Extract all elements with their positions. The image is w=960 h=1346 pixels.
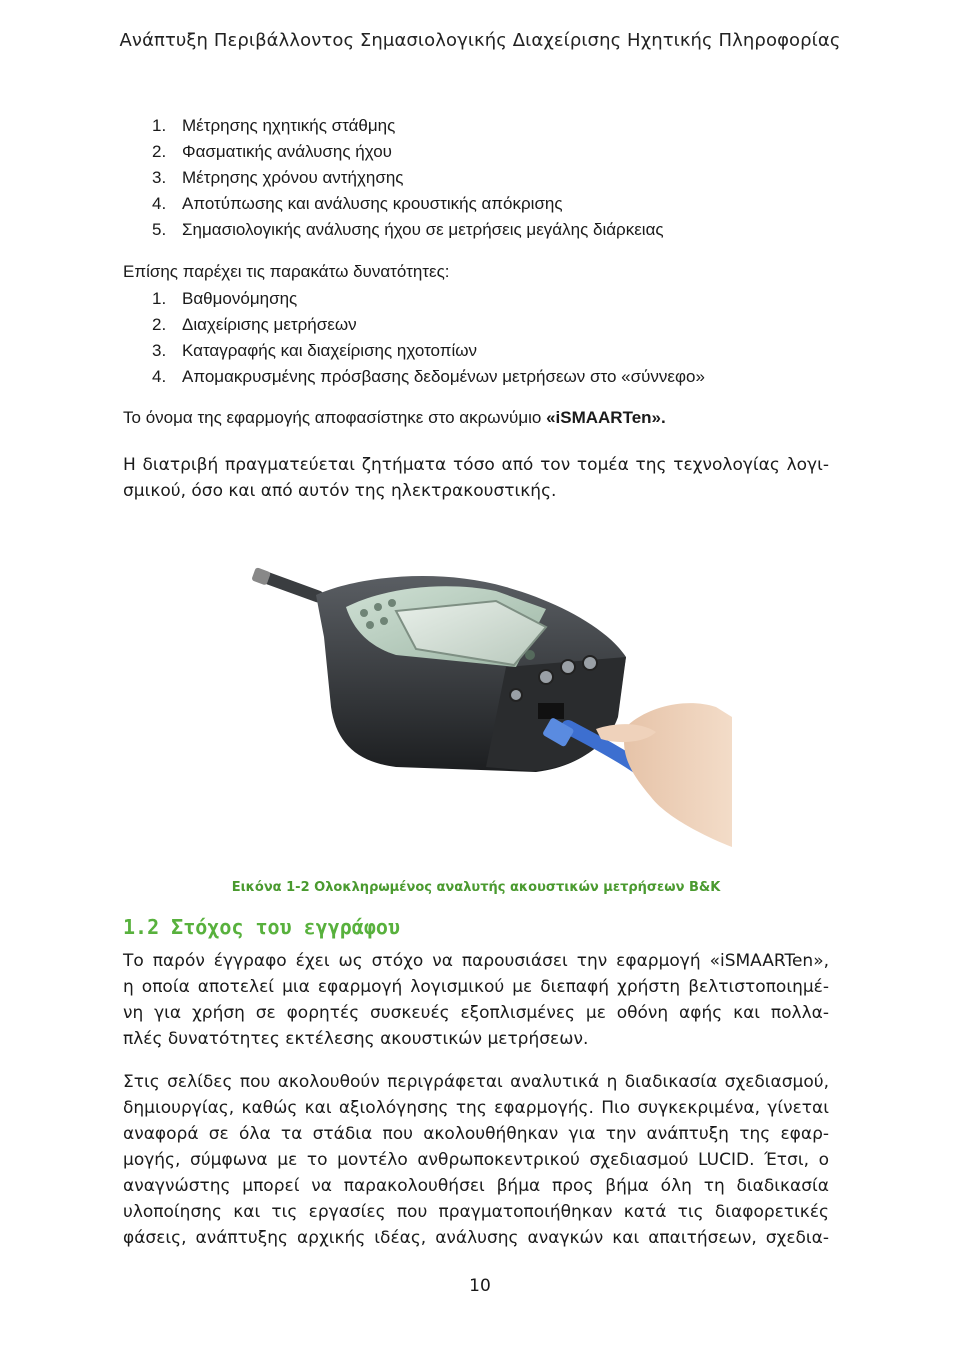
page-header: Ανάπτυξη Περιβάλλοντος Σημασιολογικής Διαχείρισης Ηχητικής Πληροφορίας: [119, 30, 841, 51]
list-item: 1. Βαθμονόμησης: [152, 289, 298, 308]
pages-paragraph: Στις σελίδες που ακολουθούν περιγράφεται αναλυτικά η διαδικασία σχεδιασμού, δημιουργίας, καθώς και αξιολόγησης της εφαρμογής. Πιο συγκεκριμένα, γίνεται αναφορά σε όλα τα στάδια που ακολουθήθηκαν για την ανάπτυξη της εφαρ- μογής, σύμφωνα με το μοντέλο ανθρωποκεντρικού σχεδιασμού LUCID. Έτσι, ο αναγνώστης μπορεί να παρακολουθήσει βήμα προς βήμα όλη τη διαδικασία υλοποίησης και τις εργασίες που πραγματοποιήθηκαν κατά τις διαφορετικές φάσεις, ανάπτυξης αρχικής ιδέας, ανάλυσης αναγκών και απαιτήσεων, σχεδια-: [123, 1072, 829, 1248]
list-item: 4. Αποτύπωσης και ανάλυσης κρουστικής απόκρισης: [152, 194, 563, 213]
figure-image: [246, 517, 732, 877]
also-intro: Επίσης παρέχει τις παρακάτω δυνατότητες:: [123, 262, 450, 281]
figure-caption: Εικόνα 1-2 Ολοκληρωμένος αναλυτής ακουστικών μετρήσεων B&K: [231, 880, 721, 895]
page-number: 10: [469, 1276, 491, 1296]
sound-analyzer-illustration: [246, 517, 732, 873]
app-name-sentence: Το όνομα της εφαρμογής αποφασίστηκε στο ακρωνύμιο «iSMAARTen».: [123, 408, 666, 427]
list-item: 3. Μέτρησης χρόνου αντήχησης: [152, 168, 404, 187]
list-item: 5. Σημασιολογικής ανάλυσης ήχου σε μετρήσεις μεγάλης διάρκειας: [152, 220, 664, 239]
section-heading: 1.2 Στόχος του εγγράφου: [123, 915, 400, 939]
thesis-paragraph: Η διατριβή πραγματεύεται ζητήματα τόσο από τον τομέα της τεχνολογίας λογι- σμικού, όσο και από αυτόν της ηλεκτρακουστικής.: [123, 455, 829, 501]
list-item: 2. Διαχείρισης μετρήσεων: [152, 315, 357, 334]
app-name: «iSMAARTen».: [546, 408, 666, 427]
list-item: 2. Φασματικής ανάλυσης ήχου: [152, 142, 392, 161]
list-item: 1. Μέτρησης ηχητικής στάθμης: [152, 116, 396, 135]
list-item: 4. Απομακρυσμένης πρόσβασης δεδομένων μετρήσεων στο «σύννεφο»: [152, 367, 705, 386]
list-item: 3. Καταγραφής και διαχείρισης ηχοτοπίων: [152, 341, 478, 360]
goal-paragraph: Το παρόν έγγραφο έχει ως στόχο να παρουσιάσει την εφαρμογή «iSMAARTen», η οποία αποτελεί μια εφαρμογή λογισμικού με διεπαφή χρήστη βελτιστοποιημέ- νη για χρήση σε φορητές συσκευές εξοπλισμένες με οθόνη αφής και πολλα- πλές δυνατότητες εκτέλεσης ακουστικών μετρήσεων.: [123, 951, 829, 1049]
